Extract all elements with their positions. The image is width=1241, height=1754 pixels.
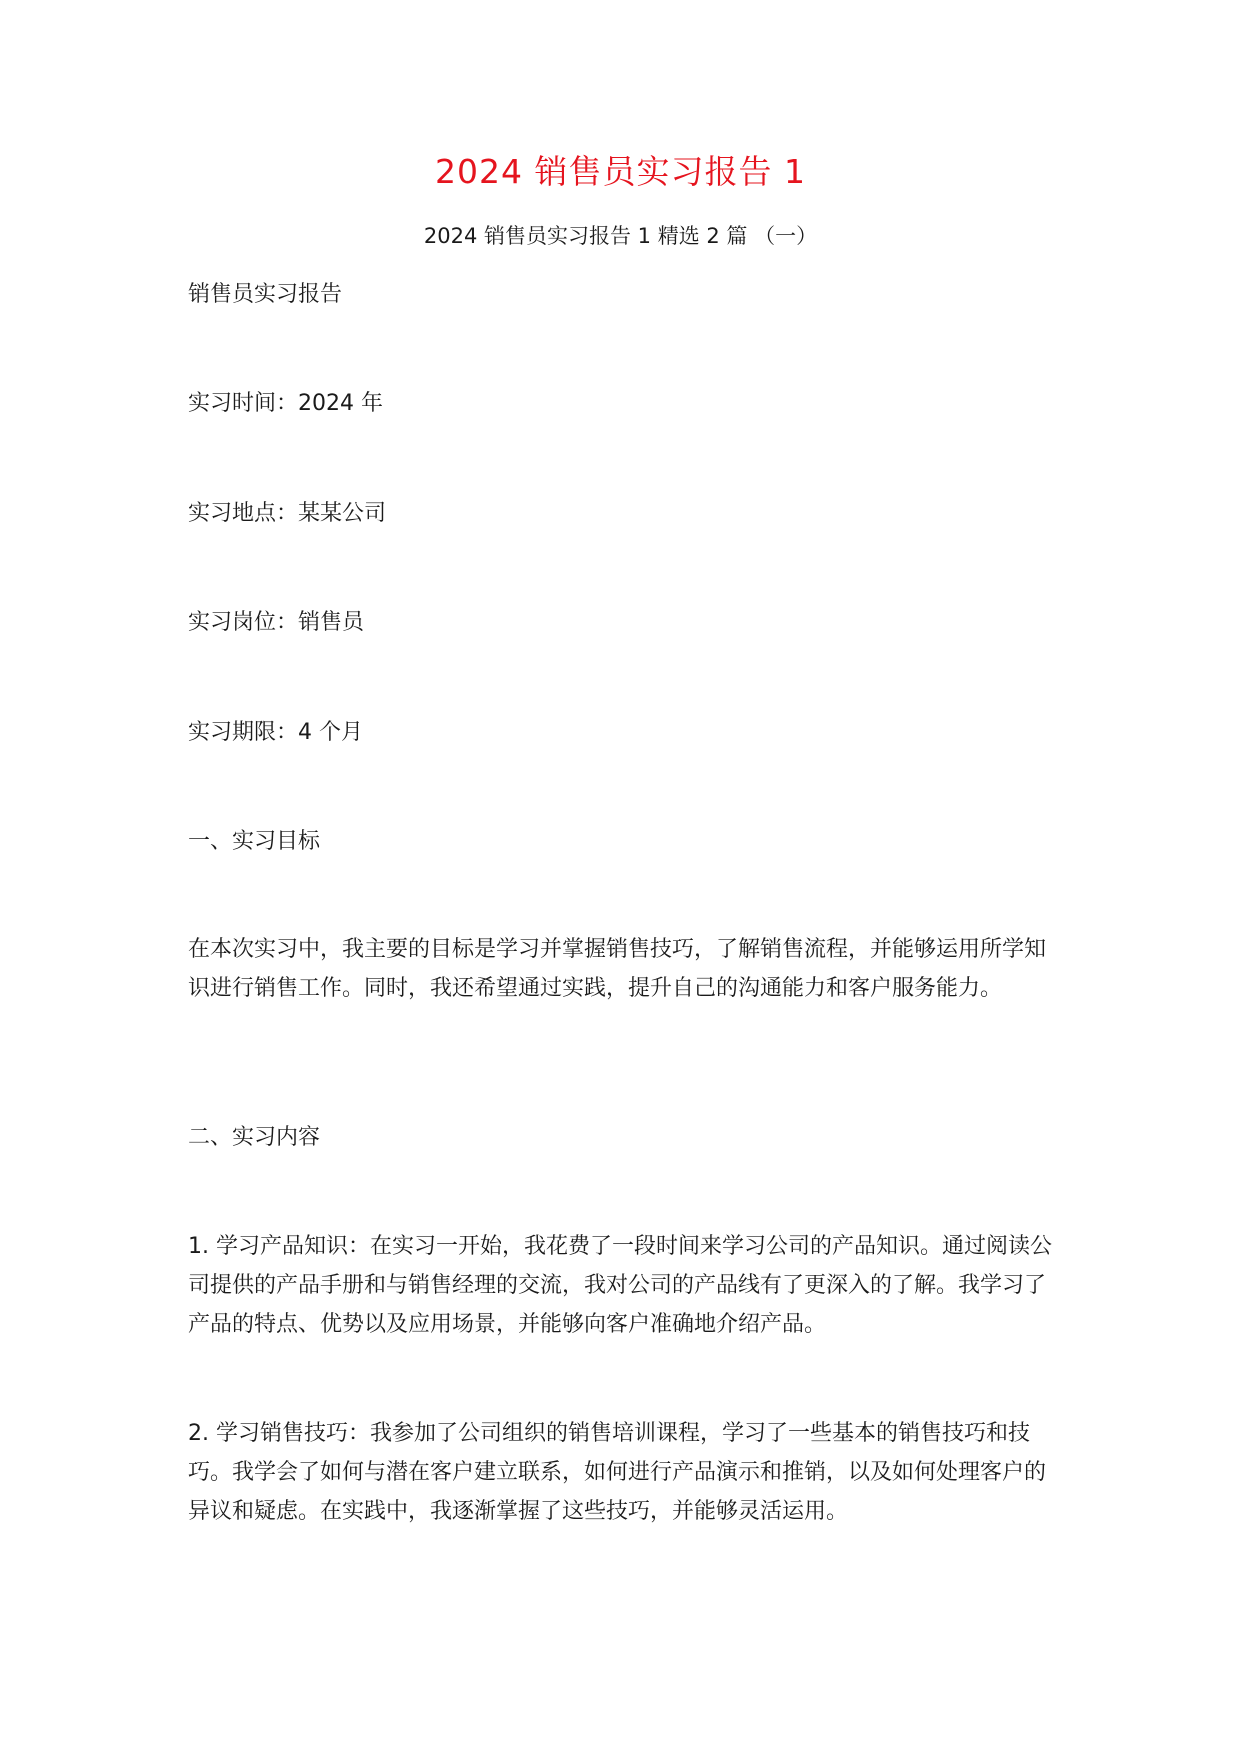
field-internship-time: 实习时间：2024 年	[188, 391, 383, 416]
document-title: 2024 销售员实习报告 1	[435, 152, 806, 191]
report-heading: 销售员实习报告	[188, 282, 343, 307]
field-internship-post: 实习岗位：销售员	[188, 610, 365, 635]
section-heading-goal: 一、实习目标	[188, 829, 321, 854]
field-internship-period: 实习期限：4 个月	[188, 720, 363, 745]
content-item-sales-skills: 2. 学习销售技巧：我参加了公司组织的销售培训课程，学习了一些基本的销售技巧和技巧。我学会了如何与潜在客户建立联系，如何进行产品演示和推销，以及如何处理客户的异议和疑虑。在实践中，我逐渐掌握了这些技巧，并能够灵活运用。	[188, 1421, 1047, 1524]
content-item-product-knowledge: 1. 学习产品知识：在实习一开始，我花费了一段时间来学习公司的产品知识。通过阅读公司提供的产品手册和与销售经理的交流，我对公司的产品线有了更深入的了解。我学习了产品的特点、优势以及应用场景，并能够向客户准确地介绍产品。	[188, 1234, 1052, 1337]
section-body-goal: 在本次实习中，我主要的目标是学习并掌握销售技巧，了解销售流程，并能够运用所学知识进行销售工作。同时，我还希望通过实践，提升自己的沟通能力和客户服务能力。	[188, 937, 1047, 1001]
document-subtitle: 2024 销售员实习报告 1 精选 2 篇 （一）	[423, 224, 818, 248]
field-internship-place: 实习地点：某某公司	[188, 501, 387, 526]
section-heading-content: 二、实习内容	[188, 1125, 321, 1150]
